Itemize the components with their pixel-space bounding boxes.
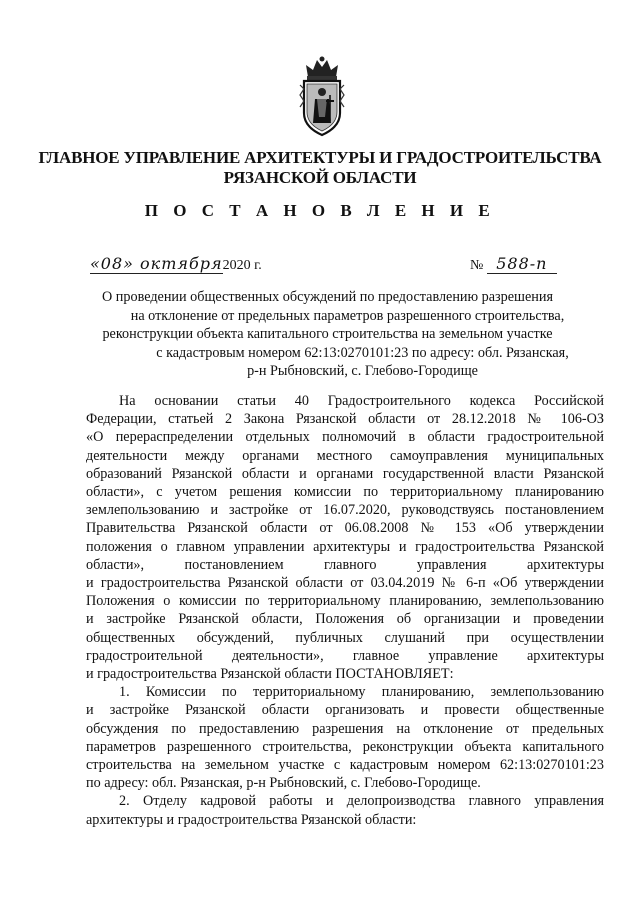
text-line: деятельности между органами местного самоуправления муниципальных [86,447,604,464]
handwritten-date: «08» октября [90,254,223,273]
ryazan-coat-of-arms-icon [296,55,348,139]
text-line: 1. Комиссии по территориальному планированию, землепользованию [119,684,604,701]
paragraph-item-1 [86,683,604,792]
organization-name-line1: ГЛАВНОЕ УПРАВЛЕНИЕ АРХИТЕКТУРЫ И ГРАДОСТРОИТЕЛЬСТВА [38,148,602,167]
paragraph-item-2 [86,792,604,828]
text-line: параметров разрешенного строительства, реконструкции объекта капитального [86,738,604,755]
document-body [86,392,604,829]
document-subject [70,288,585,381]
text-line: общественных обсуждений, публичных слушаний при осуществлении [86,629,604,646]
text-line: На основании статьи 40 Градостроительного кодекса Российской [119,393,604,409]
text-line: 2. Отделу кадровой работы и делопроизводства главного управления [119,793,604,810]
text-line: градостроительной деятельности», главное управление архитектуры [86,647,604,664]
subject-line: на отклонение от предельных параметров разрешенного строительства, [130,307,565,324]
text-line: области», постановлением главного управления архитектуры [86,556,604,573]
subject-line: с кадастровым номером 62:13:0270101:23 по адресу: обл. Рязанская, [156,344,569,361]
text-line: и застройке Рязанской области, Положения об организации и проведении [86,611,604,628]
text-line: Положения о комиссии по территориальному планированию, землепользованию [86,593,604,610]
paragraph-preamble [86,392,604,683]
organization-name-line2: РЯЗАНСКОЙ ОБЛАСТИ [223,168,417,187]
text-line: и градостроительства Рязанской области от 03.04.2019 № 6-п «Об утверждении [86,575,604,592]
subject-line: О проведении общественных обсуждений по предоставлению разрешения [102,289,553,305]
text-line: землепользованию и застройке от 16.07.2020, руководствуясь постановлением [86,502,604,519]
document-year: 2020 г. [222,258,262,273]
text-line: строительства на земельном участке с кадастровым номером 62:13:0270101:23 [86,757,604,774]
document-number [470,254,557,274]
handwritten-number: 588-п [487,254,557,274]
text-line: архитектуры и градостроительства Рязанской области: [86,811,417,828]
document-type: П О С Т А Н О В Л Е Н И Е [144,201,496,220]
text-line: по адресу: обл. Рязанская, р-н Рыбновский, с. Глебово-Городище. [86,775,481,792]
text-line: и застройке Рязанской области организовать и провести общественные [86,702,604,719]
text-line: и градостроительства Рязанской области ПОСТАНОВЛЯЕТ: [86,666,454,683]
document-date [90,254,262,274]
subject-line: р-н Рыбновский, с. Глебово-Городище [247,363,478,379]
text-line: Правительства Рязанской области от 06.08.2008 № 153 «Об утверждении [86,520,604,537]
text-line: обсуждения по предоставлению разрешения на отклонение от предельных [86,720,604,737]
number-prefix: № [470,258,484,273]
text-line: «О перераспределении отдельных полномочий в области градостроительной [86,429,604,446]
text-line: области», с учетом решения комиссии по территориальному планированию [86,484,604,501]
text-line: Федерации, статьей 2 Закона Рязанской области от 28.12.2018 № 106-ОЗ [86,411,604,428]
text-line: положения о главном управлении архитектуры и градостроительства Рязанской [86,538,604,555]
text-line: образований Рязанской области и органами государственной власти Рязанской [86,465,604,482]
subject-line: реконструкции объекта капитального строительства на земельном участке [102,326,553,342]
